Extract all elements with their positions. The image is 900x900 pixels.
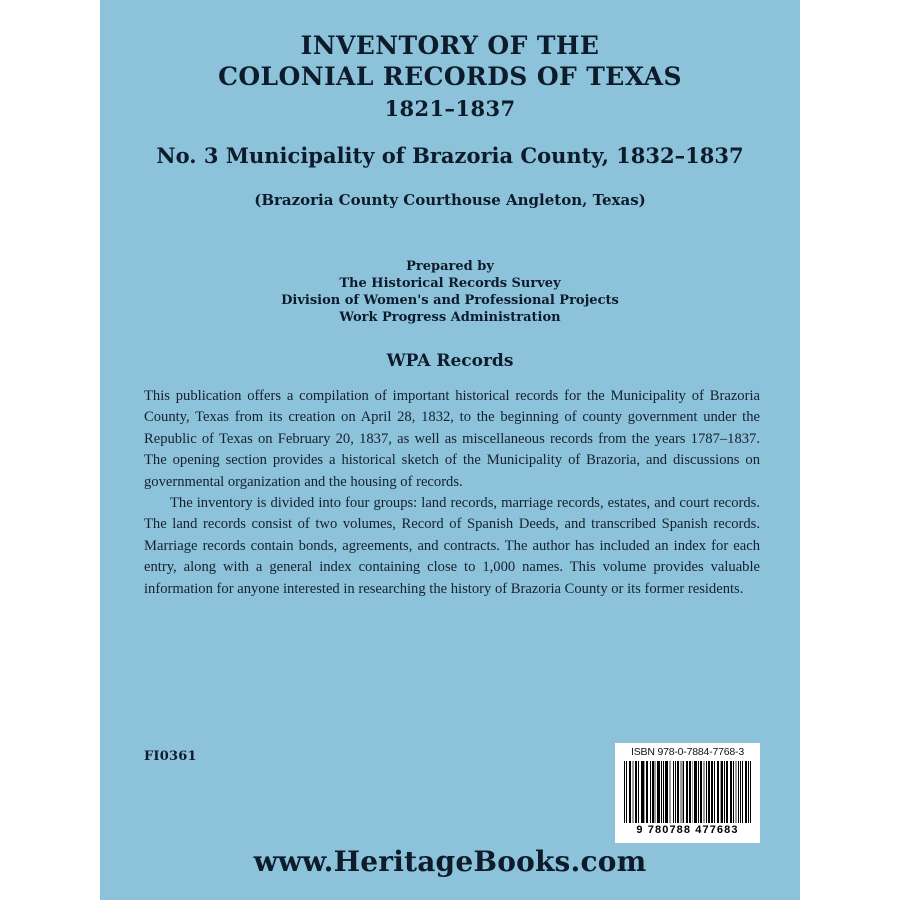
barcode-bars xyxy=(624,761,752,823)
barcode-digits: 9 780788 477683 xyxy=(636,824,739,836)
isbn-barcode-panel xyxy=(615,743,760,843)
series-title-line-1: INVENTORY OF THE xyxy=(300,31,600,60)
description-block xyxy=(144,386,760,600)
volume-location: (Brazoria County Courthouse Angleton, Texas) xyxy=(254,191,646,209)
volume-heading: No. 3 Municipality of Brazoria County, 1832–1837 xyxy=(156,143,744,168)
description-paragraph-2: The inventory is divided into four groups: land records, marriage records, estates, and court records. The land records consist of two volumes, Record of Spanish Deeds, and transcribed Spanish records. Marriage records contain bonds, agreements, and contracts. The author has included an index for each entry, along with a general index containing close to 1,000 names. This volume provides valuable information for anyone interested in researching the history of Brazoria County or its former residents. xyxy=(144,495,760,597)
series-title-years: 1821–1837 xyxy=(384,96,516,121)
cover-panel xyxy=(100,0,800,900)
credits-division: Division of Women's and Professional Projects xyxy=(281,293,619,308)
credits-prepared-by: Prepared by xyxy=(406,259,494,274)
item-code: FI0361 xyxy=(144,749,197,764)
publisher-website: www.HeritageBooks.com xyxy=(253,845,647,878)
series-name-block xyxy=(100,350,800,372)
volume-block xyxy=(100,143,800,210)
series-name: WPA Records xyxy=(386,351,514,371)
series-title-block xyxy=(100,30,800,124)
series-title-line-2: COLONIAL RECORDS OF TEXAS xyxy=(218,62,682,91)
description-paragraph-1: This publication offers a compilation of important historical records for the Municipality of Brazoria County, Texas from its creation on April 28, 1832, to the beginning of county government under the Republic of Texas on February 20, 1837, as well as miscellaneous records from the years 1787–1837. The opening section provides a historical sketch of the Municipality of Brazoria, and discussions on governmental organization and the housing of records. xyxy=(144,388,760,490)
barcode-bar xyxy=(750,761,752,823)
credits-administration: Work Progress Administration xyxy=(339,310,561,325)
credits-block xyxy=(100,258,800,326)
isbn-label: ISBN 978-0-7884-7768-3 xyxy=(631,746,744,758)
credits-organization: The Historical Records Survey xyxy=(339,276,561,291)
